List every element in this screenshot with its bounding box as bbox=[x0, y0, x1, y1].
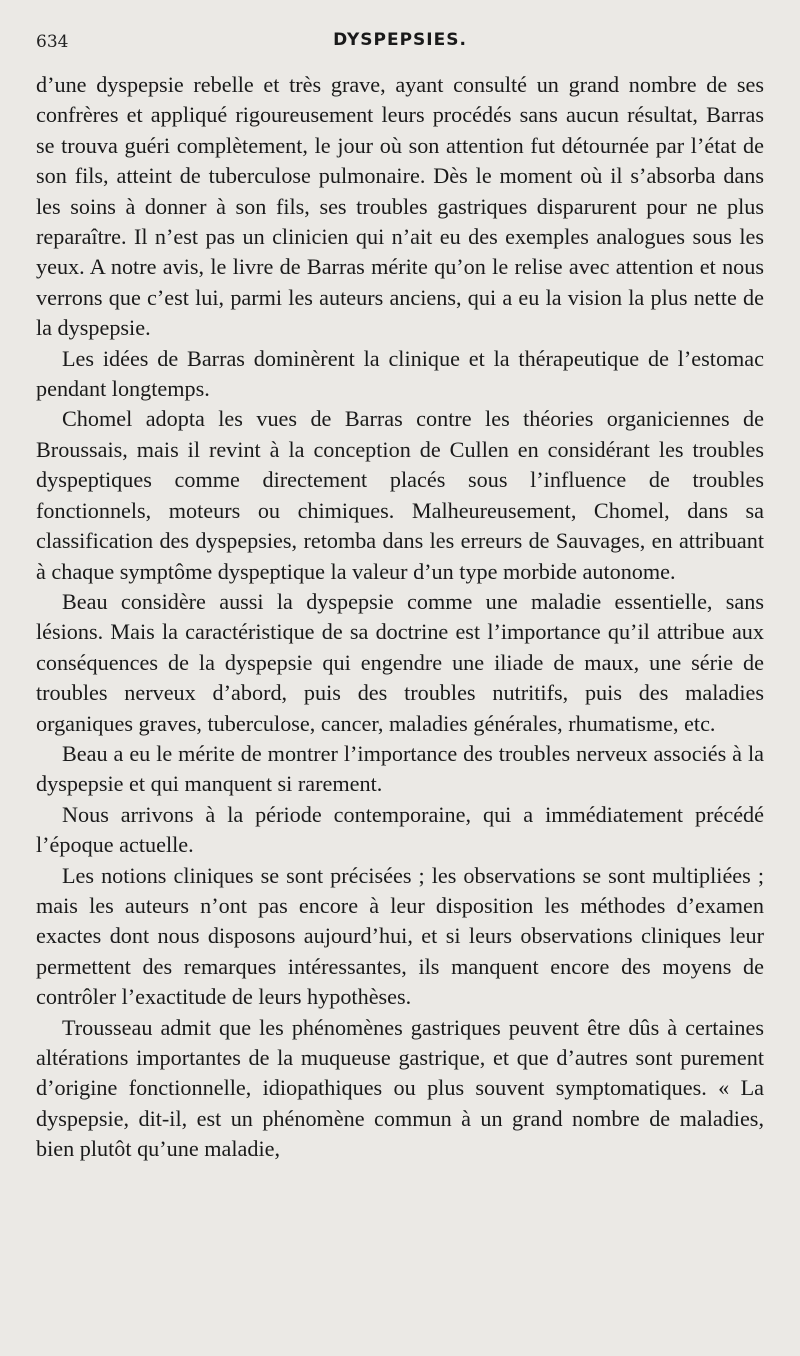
paragraph-barras-continuation: d’une dyspepsie rebelle et très grave, ayant consulté un grand nombre de ses confrères et appliqué rigoureusement leurs procédés sans aucun résultat, Barras se trouva guéri complètement, le jour où son attention fut détournée par l’état de son fils, atteint de tuberculose pulmonaire. Dès le moment où il s’absorba dans les soins à donner à son fils, ses troubles gastriques disparurent pour ne plus reparaître. Il n’est pas un clinicien qui n’ait eu des exemples analogues sous les yeux. A notre avis, le livre de Barras mérite qu’on le relise avec attention et nous verrons que c’est lui, parmi les auteurs anciens, qui a eu la vision la plus nette de la dyspepsie. bbox=[36, 72, 764, 341]
paragraph-chomel: Chomel adopta les vues de Barras contre les théories organiciennes de Broussais, mais il revint à la conception de Cullen en considérant les troubles dyspeptiques comme directement placés sous l’influence de troubles fonctionnels, moteurs ou chimiques. Malheureusement, Chomel, dans sa classification des dyspepsies, retomba dans les erreurs de Sauvages, en attribuant à chaque symptôme dyspeptique la valeur d’un type morbide autonome. bbox=[36, 406, 764, 584]
paragraph-barras-ideas: Les idées de Barras dominèrent la clinique et la thérapeutique de l’estomac pendant longtemps. bbox=[36, 345, 764, 402]
paragraph-contemporary-period: Nous arrivons à la période contemporaine, qui a immédiatement précédé l’époque actuelle. bbox=[36, 801, 764, 858]
page-header bbox=[36, 30, 764, 58]
paragraph-trousseau: Trousseau admit que les phénomènes gastriques peuvent être dûs à certaines altérations importantes de la muqueuse gastrique, et que d’autres sont purement d’origine fonctionnelle, idiopathiques ou plus souvent symptomatiques. « La dyspepsie, dit-il, est un phénomène commun à un grand nombre de maladies, bien plutôt qu’une maladie, bbox=[36, 1014, 764, 1162]
paragraph-beau-essential: Beau considère aussi la dyspepsie comme une maladie essentielle, sans lésions. Mais la caractéristique de sa doctrine est l’importance qu’il attribue aux conséquences de la dyspepsie qui engendre une iliade de maux, une série de troubles nerveux d’abord, puis des troubles nutritifs, puis des maladies organiques graves, tuberculose, cancer, maladies générales, rhumatisme, etc. bbox=[36, 588, 764, 736]
body-text bbox=[36, 70, 764, 1165]
page-number: 634 bbox=[36, 32, 69, 52]
paragraph-beau-merit: Beau a eu le mérite de montrer l’importance des troubles nerveux associés à la dyspepsie et qui manquent si rarement. bbox=[36, 740, 764, 797]
running-head: DYSPEPSIES. bbox=[333, 30, 467, 50]
paragraph-clinical-notions: Les notions cliniques se sont précisées ; les observations se sont multipliées ; mais les auteurs n’ont pas encore à leur disposition les méthodes d’examen exactes dont nous disposons aujourd’hui, et si leurs observations cliniques leur permettent des remarques intéressantes, ils manquent encore des moyens de contrôler l’exactitude de leurs hypothèses. bbox=[36, 862, 764, 1010]
